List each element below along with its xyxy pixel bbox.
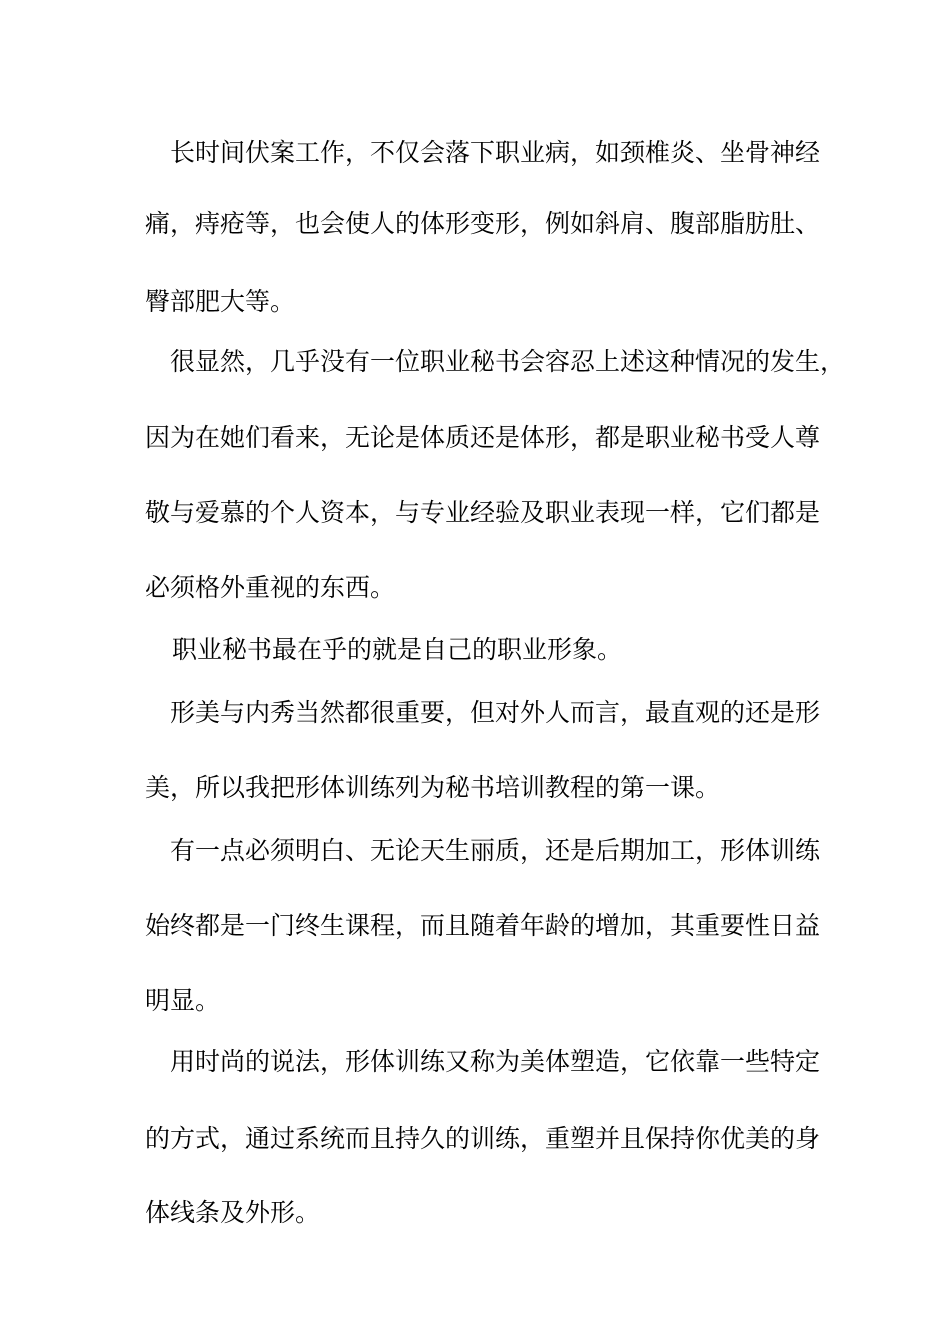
text-line: 有一点必须明白、无论天生丽质，还是后期加工，形体训练 (145, 836, 821, 865)
text-line: 很显然，几乎没有一位职业秘书会容忍上述这种情况的发生， (145, 347, 846, 376)
text-line: 因为在她们看来，无论是体质还是体形，都是职业秘书受人尊 (145, 423, 821, 452)
text-line: 体线条及外形。 (145, 1198, 321, 1227)
text-line: 的方式，通过系统而且持久的训练，重塑并且保持你优美的身 (145, 1124, 821, 1153)
text-line: 明显。 (145, 986, 221, 1015)
text-line: 形美与内秀当然都很重要，但对外人而言，最直观的还是形 (145, 698, 821, 727)
text-line: 职业秘书最在乎的就是自己的职业形象。 (172, 635, 623, 664)
text-line: 痛，痔疮等，也会使人的体形变形，例如斜肩、腹部脂肪肚、 (145, 209, 821, 238)
text-line: 用时尚的说法，形体训练又称为美体塑造，它依靠一些特定 (145, 1047, 821, 1076)
text-line: 美，所以我把形体训练列为秘书培训教程的第一课。 (145, 773, 721, 802)
text-line: 长时间伏案工作，不仅会落下职业病，如颈椎炎、坐骨神经 (145, 138, 821, 167)
text-line: 必须格外重视的东西。 (145, 573, 396, 602)
text-line: 敬与爱慕的个人资本，与专业经验及职业表现一样，它们都是 (145, 498, 821, 527)
text-line: 臀部肥大等。 (145, 287, 296, 316)
text-line: 始终都是一门终生课程，而且随着年龄的增加，其重要性日益 (145, 911, 821, 940)
